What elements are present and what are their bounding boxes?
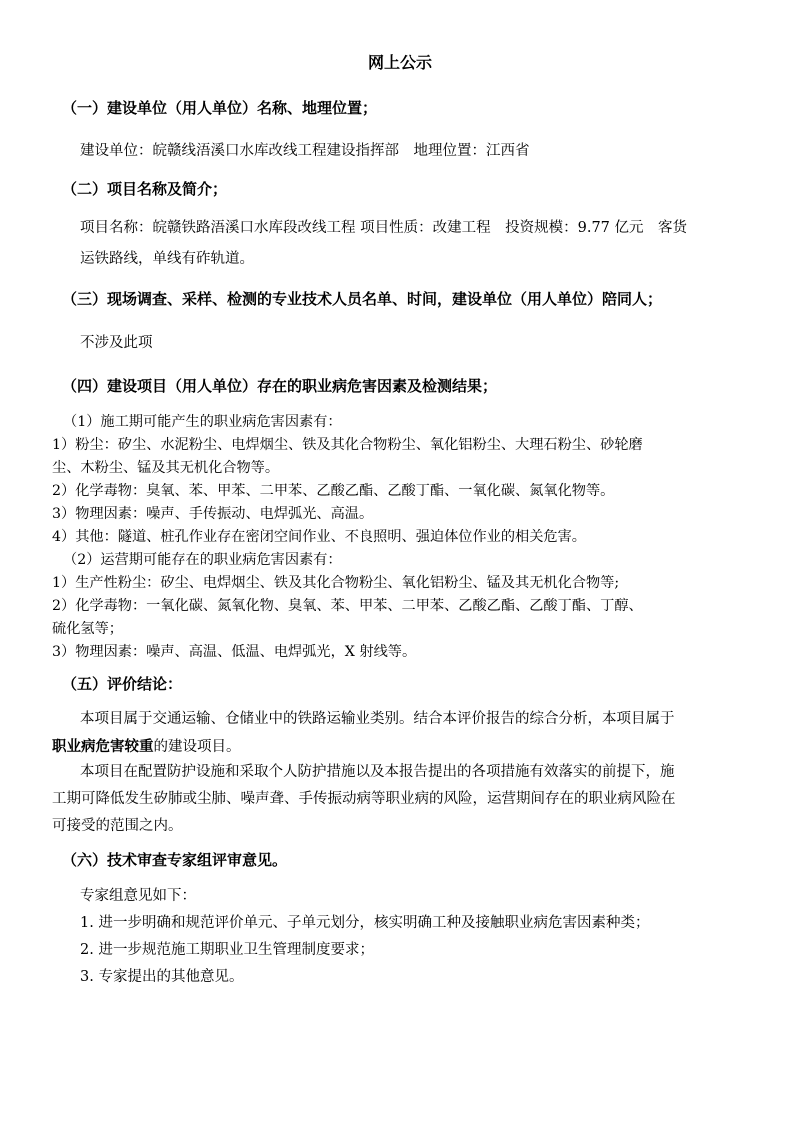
section-4-heading: （四）建设项目（用人单位）存在的职业病危害因素及检测结果； — [62, 377, 498, 395]
section-2-heading: （二）项目名称及简介； — [62, 180, 228, 198]
section-4-line: （2）运营期可能存在的职业病危害因素有： — [63, 552, 342, 568]
section-6-item: 2. 进一步规范施工期职业卫生管理制度要求； — [80, 942, 374, 958]
section-5-paragraph-2-line-2: 工期可降低发生矽肺或尘肺、噪声聋、手传振动病等职业病的风险，运营期间存在的职业病风险在 — [52, 791, 676, 807]
section-1-text: 建设单位：皖赣线浯溪口水库改线工程建设指挥部 地理位置：江西省 — [80, 143, 530, 159]
section-5-heading: （五）评价结论： — [62, 675, 183, 693]
section-1-heading: （一）建设单位（用人单位）名称、地理位置； — [62, 99, 378, 117]
section-2-text-line-1: 项目名称：皖赣铁路浯溪口水库段改线工程 项目性质：改建工程 投资规模：9.77 亿元 客货 — [80, 220, 687, 236]
section-4-line: 2）化学毒物：臭氧、苯、甲苯、二甲苯、乙酸乙酯、乙酸丁酯、一氧化碳、氮氧化物等。 — [52, 483, 615, 499]
section-5-paragraph-2-line-1: 本项目在配置防护设施和采取个人防护措施以及本报告提出的各项措施有效落实的前提下，施 — [80, 764, 675, 780]
section-6-item: 1. 进一步明确和规范评价单元、子单元划分，核实明确工种及接触职业病危害因素种类； — [80, 915, 650, 931]
section-4-line: 1）生产性粉尘：矽尘、电焊烟尘、铁及其化合物粉尘、氧化铝粉尘、锰及其无机化合物等; — [52, 575, 620, 591]
section-2-text-line-2: 运铁路线，单线有砟轨道。 — [80, 251, 254, 267]
section-4-line: 4）其他：隧道、桩孔作业存在密闭空间作业、不良照明、强迫体位作业的相关危害。 — [52, 529, 586, 545]
section-4-line: 3）物理因素：噪声、手传振动、电焊弧光、高温。 — [52, 506, 374, 522]
page-title: 网上公示 — [367, 53, 432, 72]
section-4-line: 1）粉尘：矽尘、水泥粉尘、电焊烟尘、铁及其化合物粉尘、氧化铝粉尘、大理石粉尘、砂轮磨 — [52, 437, 643, 453]
section-4-line: 3）物理因素：噪声、高温、低温、电焊弧光，X 射线等。 — [52, 644, 417, 660]
section-4-line: 2）化学毒物：一氧化碳、氮氧化物、臭氧、苯、甲苯、二甲苯、乙酸乙酯、乙酸丁酯、丁醇、 — [52, 598, 643, 614]
section-6-heading: （六）技术审查专家组评审意见。 — [62, 851, 288, 869]
section-3-heading: （三）现场调查、采样、检测的专业技术人员名单、时间，建设单位（用人单位）陪同人； — [62, 290, 663, 308]
section-5-paragraph-2-line-3: 可接受的范围之内。 — [52, 818, 183, 834]
section-5-paragraph-1-line-1: 本项目属于交通运输、仓储业中的铁路运输业类别。结合本评价报告的综合分析，本项目属于 — [80, 711, 675, 727]
bold-conclusion: 职业病危害较重 — [52, 738, 154, 755]
section-4-line: 硫化氢等； — [52, 621, 123, 637]
section-5-paragraph-1-line-2 — [52, 733, 241, 761]
section-3-text: 不涉及此项 — [80, 335, 153, 351]
conclusion-rest: 的建设项目。 — [153, 739, 241, 755]
section-4-line: 尘、木粉尘、锰及其无机化合物等。 — [52, 460, 280, 476]
section-6-intro: 专家组意见如下： — [80, 888, 196, 904]
section-6-item: 3. 专家提出的其他意见。 — [80, 969, 244, 985]
section-4-line: （1）施工期可能产生的职业病危害因素有： — [63, 414, 342, 430]
